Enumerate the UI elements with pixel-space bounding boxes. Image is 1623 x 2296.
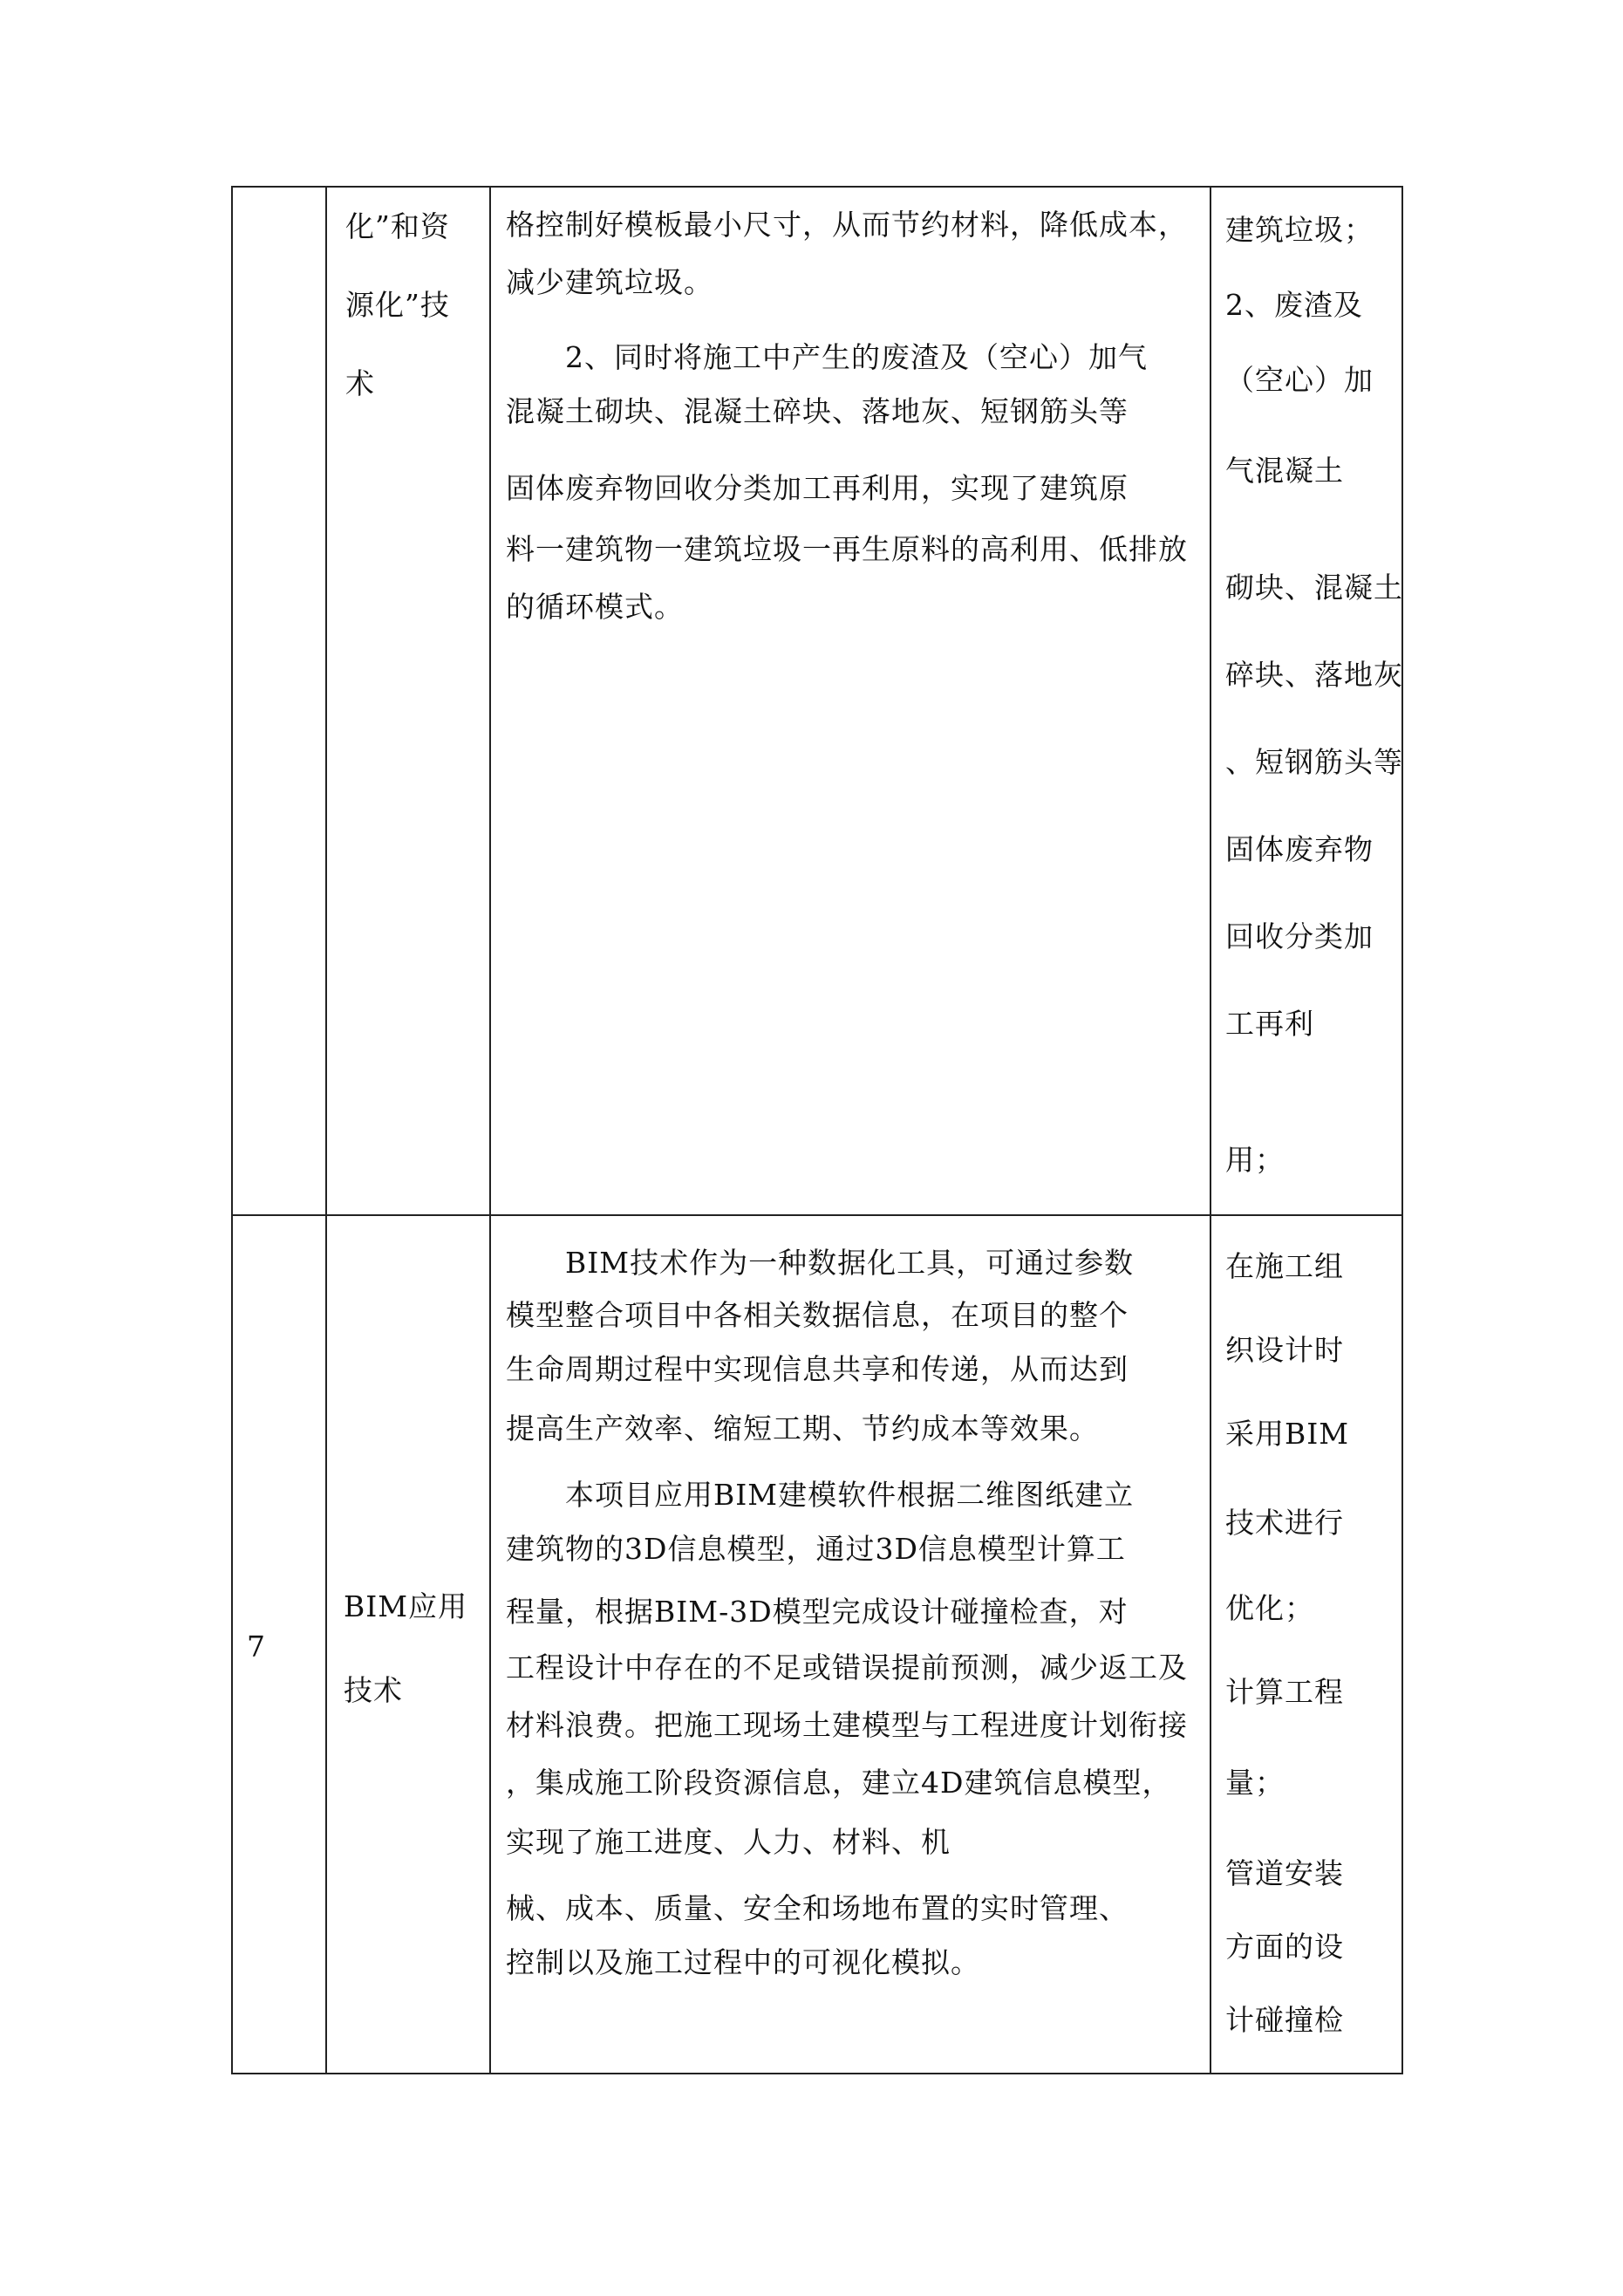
column-divider-3 xyxy=(1210,186,1211,2074)
column-divider-1 xyxy=(325,186,327,2074)
row-divider xyxy=(231,1214,1403,1216)
table-border-left xyxy=(231,186,233,2074)
column-divider-2 xyxy=(489,186,491,2074)
table-border-right xyxy=(1401,186,1403,2074)
document-page: 化”和资 源化”技 术 格控制好模板最小尺寸，从而节约材料，降低成本， 减少建筑垃圾。 2、同时将施工中产生的废渣及（空心）加气 混凝土砌块、混凝土碎块、落地灰、短钢筋头等 固体废弃物回收分类加工再利用，实现了建筑原 料一建筑物一建筑垃圾一再生原料的高利用、低排放 的循环模式。 建筑垃圾； 2、废渣及 （空心）加 气混凝土 砌块、混凝土 碎块、落地灰 、短钢筋头等 固体废弃物 回收分类加 工再利 用； 7 BIM应用 技术 BIM技术作为一种数据化工具，可通过参数 模型整合项目中各相关数据信息，在项目的整个 生命周期过程中实现信息共享和传递，从而达到 提高生产效率、缩短工期、节约成本等效果。 本项目应用BIM建模软件根据二维图纸建立 建筑物的3D信息模型，通过3D信息模型计算工 程量，根据BIM-3D模型完成设计碰撞检查，对 工程设计中存在的不足或错误提前预测，减少返工及 材料浪费。把施工现场土建模型与工程进度计划衔接 ，集成施工阶段资源信息，建立4D建筑信息模型， 实现了施工进度、人力、材料、机 械、成本、质量、安全和场地布置的实时管理、 控制以及施工过程中的可视化模拟。 在施工组 织设计时 采用BIM 技术进行 优化； 计算工程 量； 管道安装 方面的设 计碰撞检 xyxy=(0,0,1623,2296)
table-border-top xyxy=(231,186,1403,188)
table-border-bottom xyxy=(231,2073,1403,2074)
